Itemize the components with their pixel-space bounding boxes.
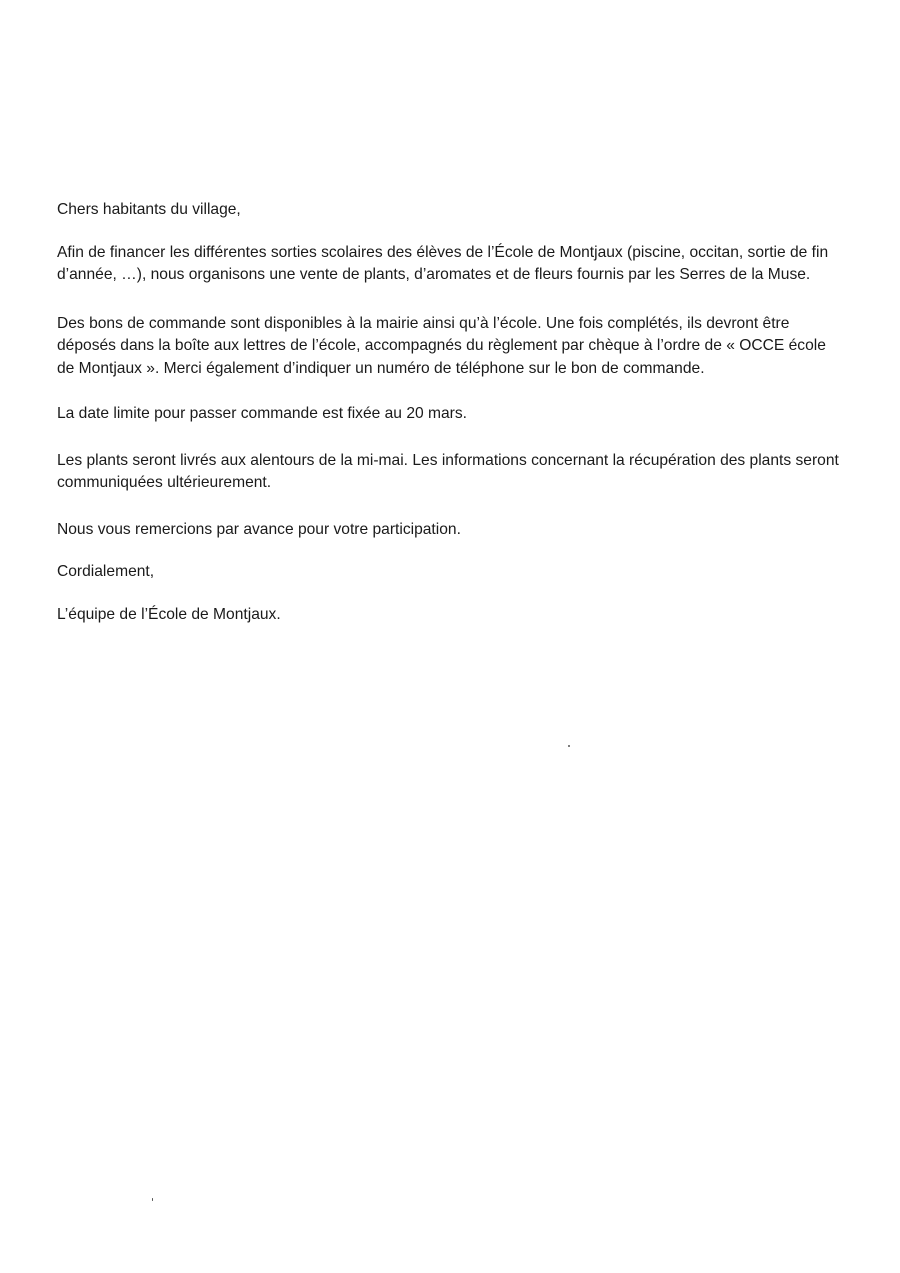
signature: L’équipe de l’École de Montjaux. (57, 605, 281, 623)
thanks-paragraph: Nous vous remercions par avance pour votre participation. (57, 520, 461, 538)
intro-paragraph: Afin de financer les différentes sorties scolaires des élèves de l’École de Montjaux (piscine, occitan, sortie de fin d’année, …), nous organisons une vente de plants, d’aromates et de fleurs fournis par les Serres de la Muse. (57, 243, 829, 283)
delivery-paragraph: Les plants seront livrés aux alentours de la mi-mai. Les informations concernant la récupération des plants seront communiquées ultérieurement. (57, 451, 839, 491)
deadline-paragraph: La date limite pour passer commande est fixée au 20 mars. (57, 405, 467, 422)
closing: Cordialement, (57, 563, 155, 580)
order-forms-paragraph: Des bons de commande sont disponibles à la mairie ainsi qu’à l’école. Une fois complétés, ils devront être déposés dans la boîte aux lettres de l’école, accompagnés du règlement par chèque à l’ordre de « OCCE école de Montjaux ». Merci également d’indiquer un numéro de téléphone sur le bon de commande. (57, 314, 826, 377)
scan-speck (568, 745, 570, 747)
scan-speck (152, 1198, 153, 1201)
letter-body (57, 199, 847, 626)
greeting: Chers habitants du village, (57, 201, 241, 218)
